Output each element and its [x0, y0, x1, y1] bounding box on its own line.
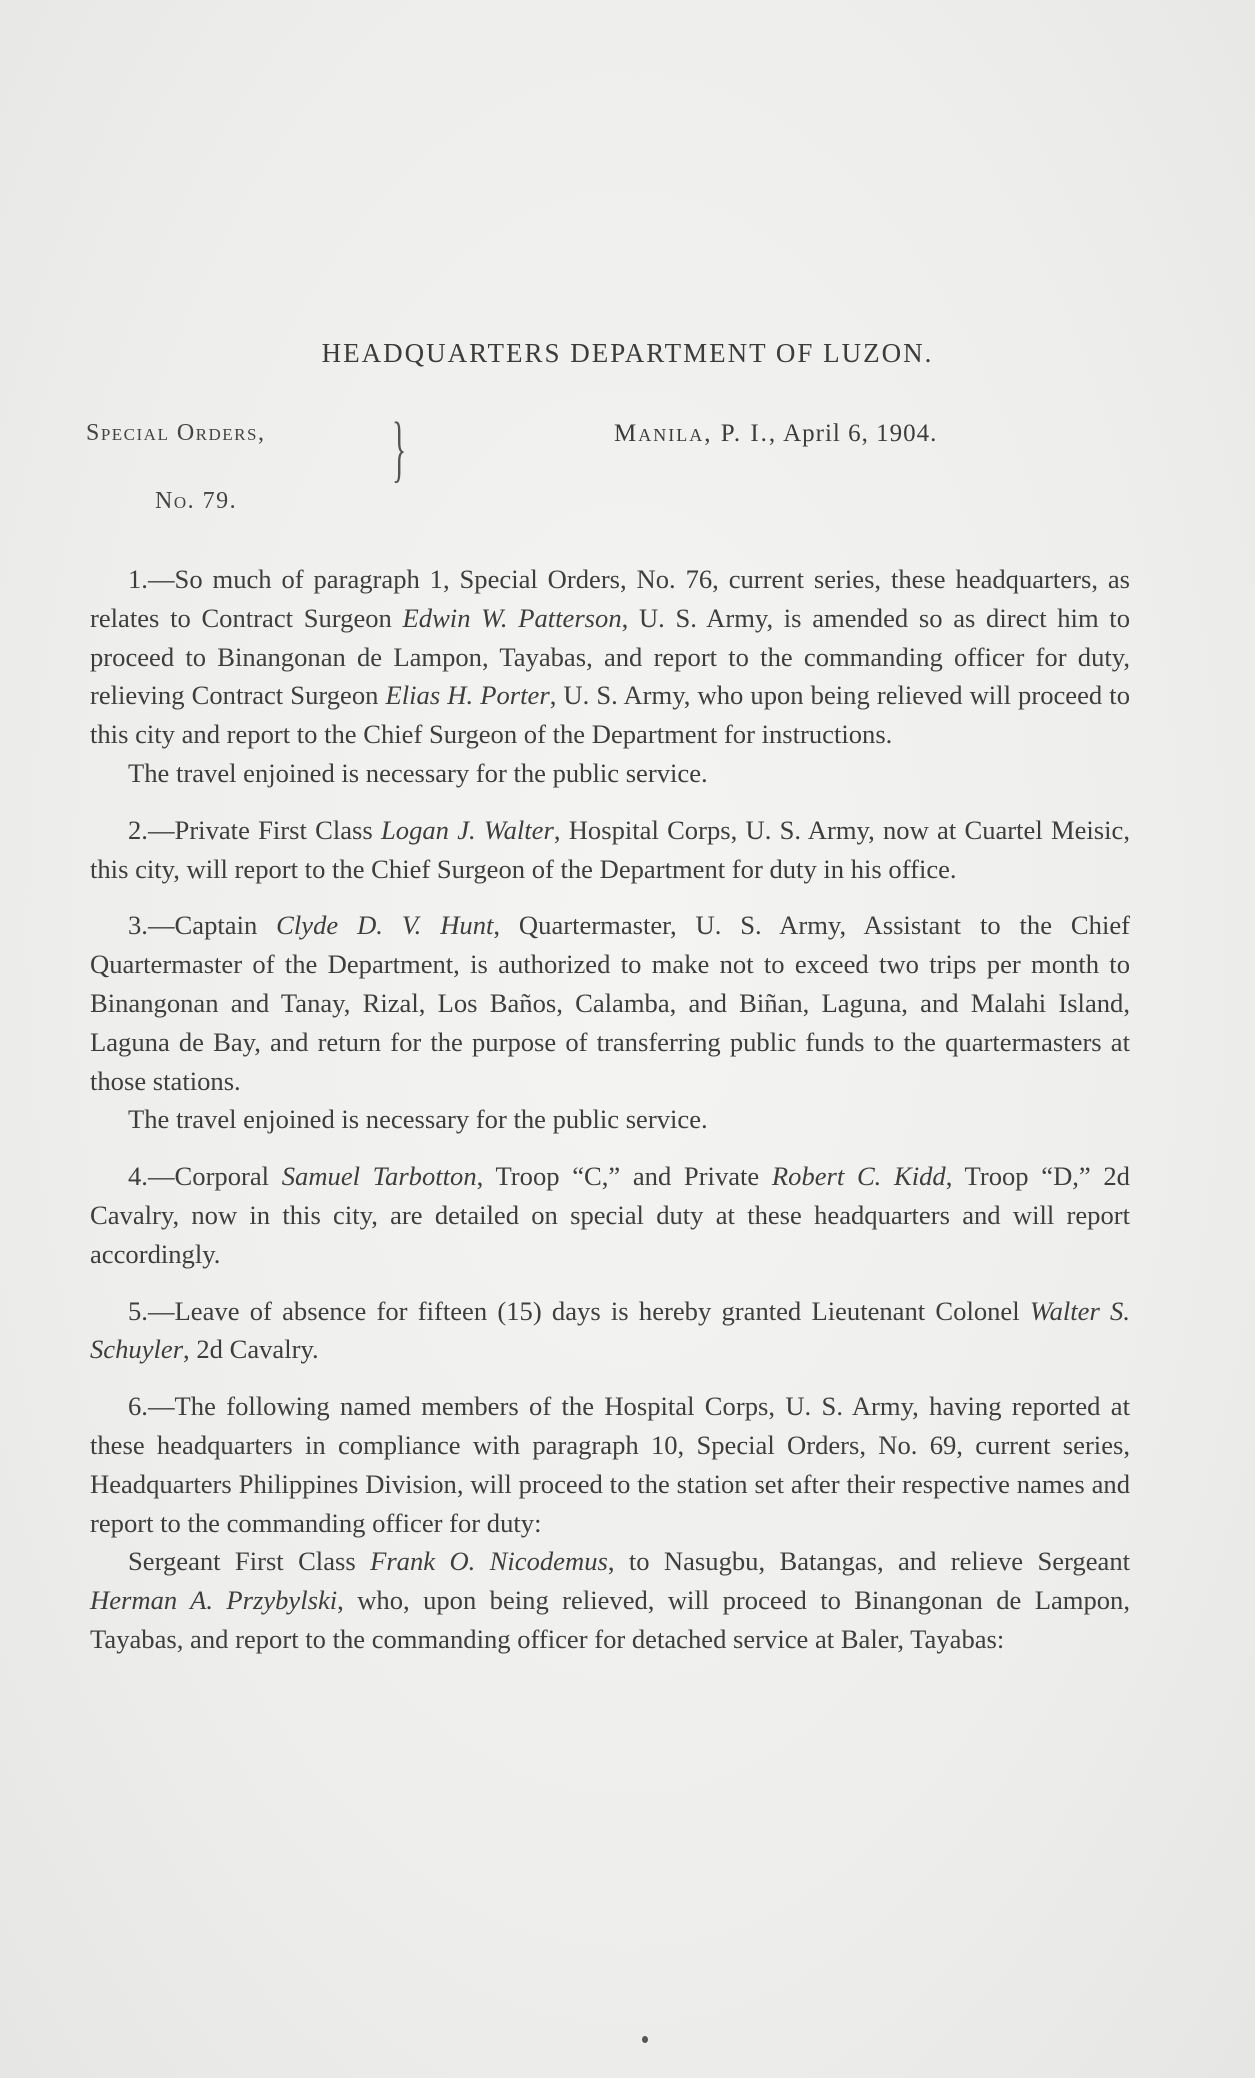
p6-text-b: Sergeant First Class [128, 1546, 371, 1577]
p1-text-b: , U. S. Army, is amended so as direct him to proceed to Binangonan de Lampon, Tayabas, and report to the commanding officer for duty, relieving Contract Surgeon [90, 602, 1130, 711]
p1-text-a: 1.—So much of paragraph 1, Special Orders, No. 76, current series, these headquarters, as relates to Contract Surgeon [90, 564, 1130, 633]
order-number: No. 79. [155, 488, 238, 514]
paragraph-1 [90, 560, 1130, 754]
paragraph-3-travel: The travel enjoined is necessary for the public service. [128, 1104, 708, 1135]
p6-name-1: Frank O. Nicodemus [370, 1546, 608, 1577]
p4-name-2: Robert C. Kidd [771, 1161, 946, 1192]
paragraph-2 [90, 811, 1130, 889]
place-date-line [614, 420, 937, 448]
p4-name-1: Samuel Tarbotton [281, 1161, 477, 1192]
orders-body [90, 560, 1130, 1659]
p3-name: Clyde D. V. Hunt [276, 910, 494, 941]
paragraph-6-assignment [90, 1542, 1130, 1658]
brace-mark: } [392, 408, 407, 490]
paragraph-5 [90, 1292, 1130, 1370]
paragraph-3 [90, 906, 1130, 1100]
p2-name: Logan J. Walter [380, 814, 554, 845]
p6-name-2: Herman A. Przybylski [90, 1585, 338, 1616]
page-mark-dot [642, 2036, 648, 2043]
paragraph-4 [90, 1157, 1130, 1273]
paragraph-1-travel: The travel enjoined is necessary for the public service. [128, 757, 708, 788]
document-header: HEADQUARTERS DEPARTMENT OF LUZON. [321, 338, 934, 368]
p6-text-a: 6.—The following named members of the Hospital Corps, U. S. Army, having reported at these headquarters in compliance with paragraph 10, Special Orders, No. 69, current series, Headquarters Philippines Division, will proceed to the station set after their respective names and report to the commanding officer for duty: [90, 1391, 1130, 1538]
p4-text-a: 4.—Corporal [128, 1161, 282, 1192]
p4-text-c: , Troop “D,” 2d Cavalry, now in this city, are detailed on special duty at these headquarters and will report accordingly. [90, 1161, 1130, 1269]
special-orders-label: Special Orders, [86, 420, 266, 446]
p5-name: Walter S. Schuyler [90, 1295, 1130, 1365]
p6-text-d: , who, upon being relieved, will proceed to Binangonan de Lampon, Tayabas, and report to the commanding officer for detached service at Baler, Tayabas: [90, 1585, 1130, 1654]
p3-text-a: 3.—Captain [128, 910, 277, 941]
date: April 6, 1904. [783, 420, 938, 447]
p3-text-b: , Quartermaster, U. S. Army, Assistant to the Chief Quartermaster of the Department, is authorized to make not to exceed two trips per month to Binangonan and Tanay, Rizal, Los Baños, Calamba, and Biñan, Laguna, and Malahi Island, Laguna de Bay, and return for the purpose of transferring public funds to the quartermasters at those stations. [90, 910, 1130, 1096]
p5-text-a: 5.—Leave of absence for fifteen (15) days is hereby granted Lieutenant Colonel [128, 1295, 1030, 1326]
p2-text-a: 2.—Private First Class [128, 814, 381, 845]
p5-text-b: , 2d Cavalry. [183, 1334, 319, 1365]
p1-name-1: Edwin W. Patterson [402, 602, 622, 633]
p1-text-c: , U. S. Army, who upon being relieved will proceed to this city and report to the Chief Surgeon of the Department for instructions. [90, 680, 1130, 750]
place: Manila, P. I., [614, 420, 778, 447]
p6-text-c: , to Nasugbu, Batangas, and relieve Sergeant [607, 1546, 1131, 1577]
p2-text-b: , Hospital Corps, U. S. Army, now at Cuartel Meisic, this city, will report to the Chief Surgeon of the Department for duty in his office. [90, 814, 1130, 884]
p4-text-b: , Troop “C,” and Private [476, 1161, 772, 1192]
p1-name-2: Elias H. Porter [385, 680, 550, 711]
paragraph-6 [90, 1387, 1130, 1542]
